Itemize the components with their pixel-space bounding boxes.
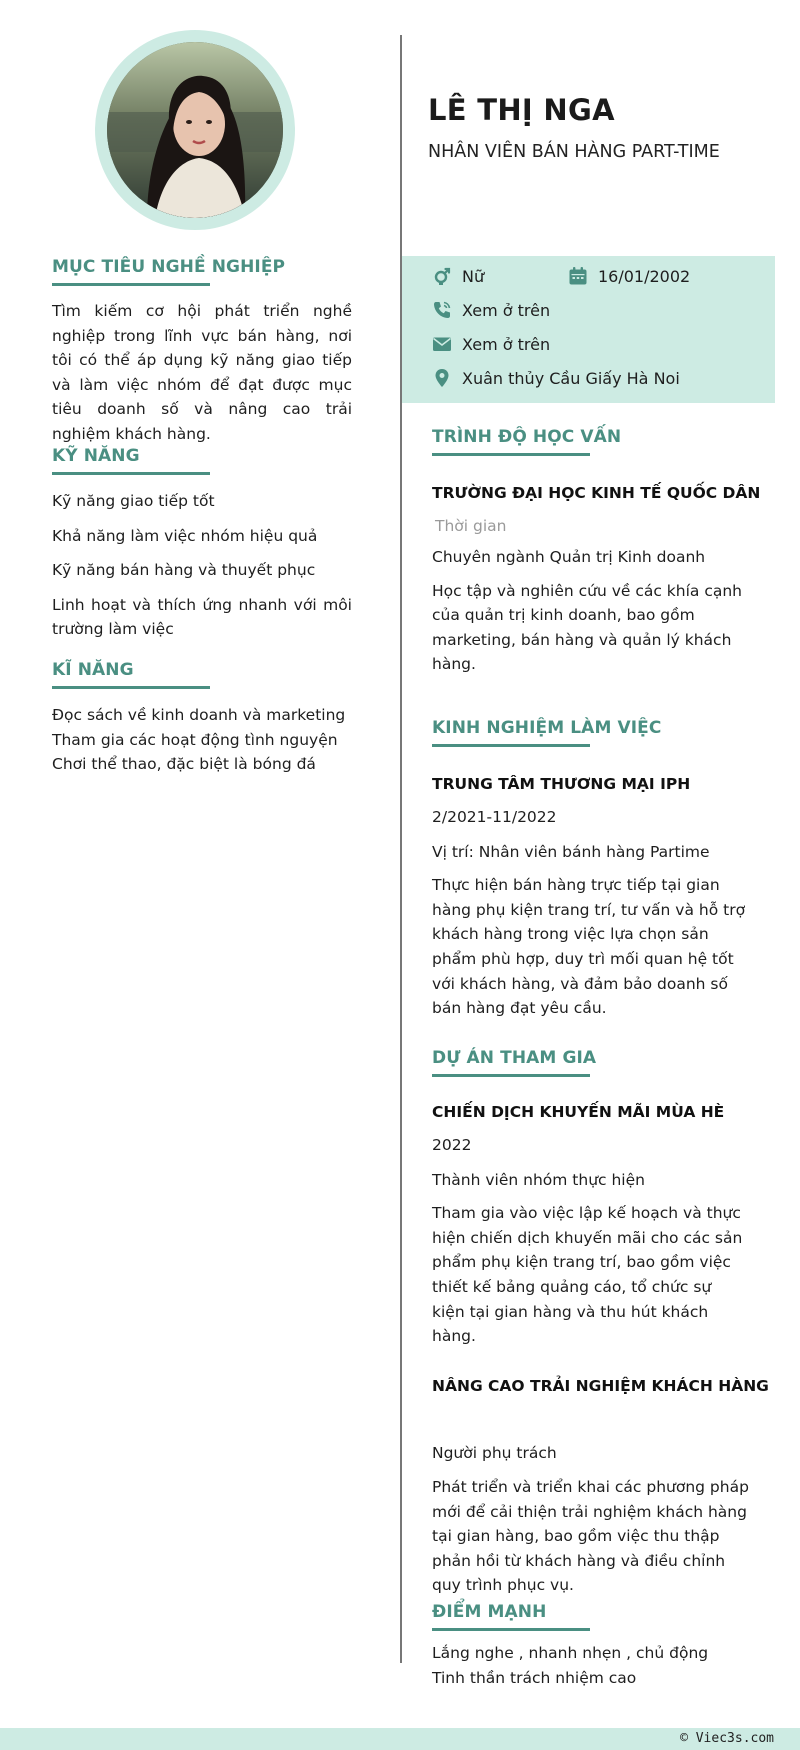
objective-text: Tìm kiếm cơ hội phát triển nghề nghiệp trong lĩnh vực bán hàng, nơi tôi có thể áp dụng kỹ năng giao tiếp và làm việc nhóm để đạt được mục tiêu doanh số và nâng cao trải nghiệm khách hàng. <box>52 302 352 443</box>
location-pin-icon <box>432 368 452 388</box>
hobby-item: Chơi thể thao, đặc biệt là bóng đá <box>52 755 316 774</box>
avatar-photo <box>107 42 283 218</box>
avatar-frame <box>95 30 295 230</box>
project-role: Thành viên nhóm thực hiện <box>432 1170 645 1189</box>
birthday-value: 16/01/2002 <box>598 266 691 286</box>
footer-watermark: © Viec3s.com <box>680 1731 774 1746</box>
email-icon <box>432 334 452 354</box>
gender-value: Nữ <box>462 266 485 286</box>
phone-value: Xem ở trên <box>462 300 551 320</box>
education-section <box>432 427 772 677</box>
hobby-item: Đọc sách về kinh doanh và marketing <box>52 706 346 724</box>
address-value: Xuân thủy Cầu Giấy Hà Noi <box>462 368 680 388</box>
experience-title-underline <box>432 744 590 747</box>
contact-phone <box>432 300 550 320</box>
objective-title-underline <box>52 283 210 286</box>
project-year <box>432 1407 772 1432</box>
strengths-title-underline <box>432 1628 590 1631</box>
hobbies-title: KĨ NĂNG <box>52 660 134 680</box>
objective-title: MỤC TIÊU NGHỀ NGHIỆP <box>52 257 286 277</box>
footer-bar <box>0 1728 800 1750</box>
experience-role: Vị trí: Nhân viên bánh hàng Partime <box>432 842 710 861</box>
strength-item: Tinh thần trách nhiệm cao <box>432 1668 637 1687</box>
project-item <box>432 1103 772 1349</box>
strengths-title: ĐIỂM MẠNH <box>432 1602 547 1622</box>
strengths-list <box>432 1641 772 1690</box>
strength-item: Lắng nghe , nhanh nhẹn , chủ động <box>432 1644 709 1662</box>
project-role: Người phụ trách <box>432 1444 557 1463</box>
gender-icon <box>432 266 452 286</box>
education-title-underline <box>432 453 590 456</box>
skill-item: Kỹ năng giao tiếp tốt <box>52 492 215 510</box>
projects-title: DỰ ÁN THAM GIA <box>432 1048 597 1068</box>
candidate-position: NHÂN VIÊN BÁN HÀNG PART-TIME <box>428 142 720 162</box>
project-name: CHIẾN DỊCH KHUYẾN MÃI MÙA HÈ <box>432 1103 725 1121</box>
hobbies-section <box>52 660 352 777</box>
contact-email <box>432 334 550 354</box>
calendar-icon <box>568 266 588 286</box>
contact-birthday <box>568 266 690 286</box>
project-item <box>432 1377 772 1598</box>
hobby-item: Tham gia các hoạt động tình nguyện <box>52 730 338 749</box>
contact-panel <box>402 256 775 403</box>
skill-item: Linh hoạt và thích ứng nhanh với môi trường làm việc <box>52 595 352 639</box>
skills-title: KỸ NĂNG <box>52 446 140 466</box>
education-school: TRƯỜNG ĐẠI HỌC KINH TẾ QUỐC DÂN <box>432 484 761 502</box>
objective-section <box>52 257 352 447</box>
projects-section <box>432 1048 772 1598</box>
skills-section <box>52 446 352 642</box>
skills-title-underline <box>52 472 210 475</box>
education-time: Thời gian <box>435 517 507 535</box>
email-value: Xem ở trên <box>462 334 551 354</box>
education-title: TRÌNH ĐỘ HỌC VẤN <box>432 427 622 447</box>
project-description: Tham gia vào việc lập kế hoạch và thực hiện chiến dịch khuyến mãi cho các sản phẩm phụ kiện trang trí, bao gồm việc thiết kế bảng quảng cáo, tổ chức sự kiện tại gian hàng và thu hút khách hàng. <box>432 1204 743 1346</box>
education-major: Chuyên ngành Quản trị Kinh doanh <box>432 548 706 566</box>
contact-address <box>432 368 680 388</box>
experience-period: 2/2021-11/2022 <box>432 808 557 826</box>
experience-title: KINH NGHIỆM LÀM VIỆC <box>432 718 662 738</box>
hobbies-list <box>52 703 352 777</box>
hobbies-title-underline <box>52 686 210 689</box>
experience-company: TRUNG TÂM THƯƠNG MẠI IPH <box>432 775 691 793</box>
candidate-name: LÊ THỊ NGA <box>428 93 615 127</box>
skills-list <box>52 489 352 642</box>
avatar <box>107 42 283 218</box>
phone-icon <box>432 300 452 320</box>
projects-title-underline <box>432 1074 590 1077</box>
education-description: Học tập và nghiên cứu về các khía cạnh của quản trị kinh doanh, bao gồm marketing, bán hàng và quản lý khách hàng. <box>432 581 743 674</box>
project-name: NÂNG CAO TRẢI NGHIỆM KHÁCH HÀNG <box>432 1376 769 1395</box>
contact-gender <box>432 266 484 286</box>
strengths-section <box>432 1602 772 1690</box>
project-description: Phát triển và triển khai các phương pháp mới để cải thiện trải nghiệm khách hàng tại gian hàng, bao gồm việc thu thập phản hồi từ khách hàng và điều chỉnh quy trình phục vụ. <box>432 1477 749 1595</box>
project-year: 2022 <box>432 1136 472 1154</box>
experience-section <box>432 718 772 1021</box>
experience-description: Thực hiện bán hàng trực tiếp tại gian hàng phụ kiện trang trí, tư vấn và hỗ trợ khách hàng trong việc lựa chọn sản phẩm phù hợp, duy trì mối quan hệ tốt với khách hàng, và đảm bảo doanh số bán hàng đạt yêu cầu. <box>432 876 746 1018</box>
skill-item: Khả năng làm việc nhóm hiệu quả <box>52 526 318 545</box>
skill-item: Kỹ năng bán hàng và thuyết phục <box>52 561 316 580</box>
